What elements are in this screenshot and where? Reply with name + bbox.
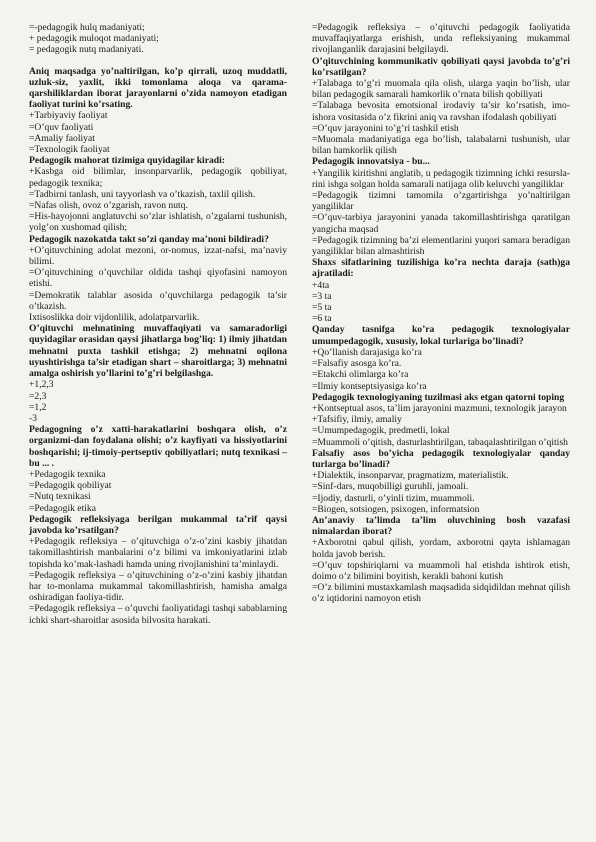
answer-option: =Pedagogik refleksiya – o’qituvchi pedagogik faoliyatida muvaffaqiyatlarga erishish, unda refleksiyaning mukammal rivojlanganlik darajasini belgilaydi. <box>312 22 570 56</box>
question-text: Aniq maqsadga yo’naltirilgan, ko’p qirrali, uzoq muddatli, uzluk-siz, yaxlit, ikki tomonlama aloqa va qarama-qarshiliklardan iborat jarayonlarni o’zida namoyon etadigan faoliyat turini ko’rsating. <box>29 65 287 111</box>
question-text: O’qituvchi mehnatining muvaffaqiyati va samaradorligi quyidagilar orasidan qaysi jihatlarga bog’liq: 1) ilmiy jihatdan mehnatni puxta tashkil etishga; 2) mehnatni oqilona uyushtirishga ta’sir etadigan shart – sharoitlarga; 3) mehnatni amalga oshirish yo’llarini to’g’ri belgilashga. <box>29 323 287 380</box>
answer-option: =Sinf-dars, muqobilligi guruhli, jamoali. <box>312 481 469 493</box>
question-text: Pedagogik texnologiyaning tuzilmasi aks etgan qatorni toping <box>312 391 565 403</box>
answer-option: =Muomala madaniyatiga ega bo’lish, talabalarni tushunish, ular bilan hamkorlik qilish <box>312 134 570 157</box>
answer-option: =Pedagogik tizimni tamomila o’zgartirishga yo’naltirilgan yangiliklar <box>312 190 570 213</box>
answer-option: =Nutq texnikasi <box>29 491 91 503</box>
answer-option: +4ta <box>312 279 330 291</box>
answer-option: +Axborotni qabul qilish, yordam, axborotni qayta ishlamagan holda javob berish. <box>312 537 570 560</box>
answer-option: =O’quv faoliyati <box>29 121 94 133</box>
answer-option: =O’z bilimini mustaxkamlash maqsadida sidqidildan mehnat qilish o’z iqtidorini namoyon etish <box>312 582 570 605</box>
question-text: Qanday tasnifga ko’ra pedagogik texnologiyalar umumpedagogik, xususiy, lokal turlariga bo’linadi? <box>312 324 570 347</box>
answer-option: =His-hayojonni anglatuvchi so’zlar ishlatish, o’zgalarni tushunish, yolg’on xushomad qilish; <box>29 211 287 234</box>
answer-option: =Pedagogik tizimning ba’zi elementlarini yuqori samara beradigan yangiliklar bilan almashtirish <box>312 234 570 258</box>
answer-option: -3 <box>29 412 37 424</box>
answer-option: =O’qituvchining o’quvchilar oldida tashqi qiyofasini namoyon etishi. <box>29 267 287 290</box>
answer-option: =Pedagogik refleksiya – o’qituvchining o’z-o’zini kasbiy jihatdan har to-monlama mukammal takomillashtirish, hamisha amalga oshiradigan faoliya-tidir. <box>29 569 287 604</box>
answer-option: =-pedagogik hulq madaniyati; <box>29 22 145 33</box>
answer-option: =O’quv jarayonini to’g’ri tashkil etish <box>312 122 459 134</box>
question-text: Pedagogik nazokatda takt so’zi qanday ma’noni bildiradi? <box>29 233 269 245</box>
question-text: Pedagogik mahorat tizimiga quyidagilar kiradi: <box>29 155 225 167</box>
answer-option: =Umumpedagogik, predmetli, lokal <box>312 425 450 437</box>
answer-option: =Pedagogik etika <box>29 502 96 514</box>
question-text: Shaxs sifatlarining tuzilishiga ko’ra nechta daraja (sath)ga ajratiladi: <box>312 257 570 280</box>
question-text: Pedagogning o’z xatti-harakatlarini boshqara olish, o’z organizmi-dan foydalana olishi; o’z kayfiyati va hissiyotlarini boshqarishi; ij-timoiy-pertseptiv qobiliyatlari; nutq texnikasi – bu ... . <box>29 424 287 469</box>
answer-option: +Yangilik kiritishni anglatib, u pedagogik tizimning ichki resursla-rini ishga solgan holda samarali natijaga olib keluvchi yangiliklar <box>312 167 570 190</box>
answer-option: =Muammoli o’qitish, dasturlashtirilgan, tabaqalashtirilgan o’qitish <box>312 436 568 448</box>
answer-option: =2,3 <box>29 390 47 402</box>
answer-option: +Kontseptual asos, ta’lim jarayonini mazmuni, texnologik jarayon <box>312 402 567 414</box>
answer-option: =Demokratik talablar asosida o’quvchilarga pedagogik ta’sir o’tkazish. <box>29 289 287 312</box>
answer-option: = pedagogik nutq madaniyati. <box>29 44 144 56</box>
answer-option: +Pedagogik texnika <box>29 468 106 480</box>
answer-option: =6 ta <box>312 313 332 325</box>
answer-option: =Nafas olish, ovoz o’zgarish, ravon nutq. <box>29 200 188 212</box>
question-text: Pedagogik refleksiyaga berilgan mukammal ta’rif qaysi javobda ko’rsatilgan? <box>29 513 287 536</box>
left-column <box>29 22 287 626</box>
answer-option: + pedagogik muloqot madaniyati; <box>29 33 159 45</box>
answer-option: =Tadbirni tanlash, uni tayyorlash va o’tkazish, taxlil qilish. <box>29 188 256 200</box>
answer-option: +Pedagogik refleksiya – o’qituvchiga o’z-o’zini kasbiy jihatdan takomillashtirish manbalarini o’z bilimi va imkoniyatlarini izlab topishda ko’mak-lashadi hamda uning rivojlanishini ta’minlaydi. <box>29 536 287 570</box>
answer-option: =O’quv topshiriqlarni va muammoli hal etishda ishtirok etish, doimo o’z bilimini boyitish, kerakli bahoni kutish <box>312 559 570 582</box>
answer-option: =Biogen, sotsiogen, psixogen, informatsion <box>312 503 480 515</box>
answer-option: +1,2,3 <box>29 379 54 391</box>
answer-option: =Pedagogik qobiliyat <box>29 480 112 492</box>
question-text: Pedagogik innovatsiya - bu... <box>312 156 430 168</box>
answer-option: +Kasbga oid bilimlar, insonparvarlik, pedagogik qobiliyat, pedagogik texnika; <box>29 166 287 189</box>
answer-option: =Talabaga bevosita emotsional irodaviy ta’sir ko’rsatish, imo-ishora vositasida o’z fikrini aniq va ravshan ifodalash qobiliyati <box>312 100 570 123</box>
question-text: Falsafiy asos bo’yicha pedagogik texnologiyalar qanday turlarga bo’linadi? <box>312 447 570 470</box>
answer-option: =O’quv-tarbiya jarayonini yanada takomillashtirishga qaratilgan yangicha maqsad <box>312 212 570 235</box>
answer-option: =Texnologik faoliyat <box>29 144 110 156</box>
answer-option: =5 ta <box>312 302 332 314</box>
answer-option: +O’qituvchining adolat mezoni, or-nomus, izzat-nafsi, ma’naviy bilimi. <box>29 244 287 268</box>
answer-option: +Talabaga to’g’ri muomala qila olish, ularga yaqin bo’lish, ular bilan pedagogik samarali hamkorlik o’rnata bilish qobiliyati <box>312 78 570 101</box>
answer-option: =Ijodiy, dasturli, o’yinli tizim, muammoli. <box>312 492 475 504</box>
answer-option: =Amaliy faoliyat <box>29 132 95 144</box>
answer-option: Ixtisoslikka doir vijdonlilik, adolatparvarlik. <box>29 312 200 324</box>
answer-option: =1,2 <box>29 401 47 413</box>
answer-option: =Falsafiy asosga ko’ra. <box>312 358 402 370</box>
answer-option: =Ilmiy kontseptsiyasiga ko’ra <box>312 380 427 392</box>
answer-option: +Tarbiyaviy faoliyat <box>29 110 108 122</box>
answer-option: +Tafsifiy, ilmiy, amaliy <box>312 414 402 426</box>
answer-option: +Qo’llanish darajasiga ko’ra <box>312 346 422 358</box>
right-column <box>312 22 570 605</box>
answer-option: +Dialektik, insonparvar, pragmatizm, materialistik. <box>312 470 509 482</box>
question-text: O’qituvchining kommunikativ qobiliyati qaysi javobda to’g’ri ko’rsatilgan? <box>312 55 570 78</box>
question-text: An’anaviy ta’limda ta’lim oluvchining bosh vazafasi nimalardan iborat? <box>312 514 570 538</box>
answer-option: =Pedagogik refleksiya – o’quvchi faoliyatidagi tashqi sabablarning ichki shart-sharoitlar asosida bilvosita harakati. <box>29 603 287 626</box>
answer-option: =3 ta <box>312 290 332 302</box>
answer-option: =Etakchi olimlarga ko’ra <box>312 369 409 381</box>
